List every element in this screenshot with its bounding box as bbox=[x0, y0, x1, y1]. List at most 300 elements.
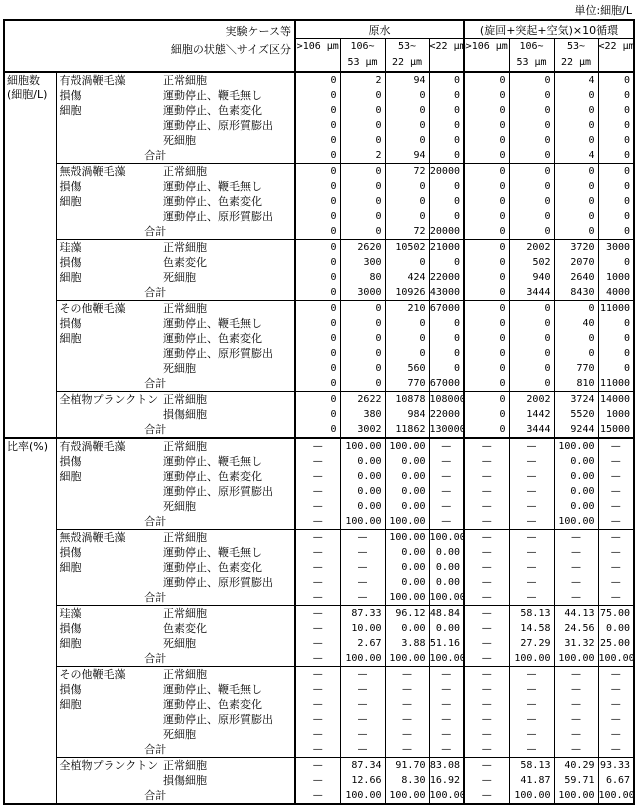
value-cell: 100.00 bbox=[385, 651, 429, 667]
value-cell: 100.00 bbox=[340, 514, 385, 530]
state-label: 正常細胞 bbox=[161, 392, 295, 408]
value-cell: — bbox=[385, 667, 429, 683]
value-cell: 0.00 bbox=[385, 469, 429, 484]
value-cell: 0 bbox=[598, 316, 634, 331]
table-row bbox=[4, 270, 634, 285]
state-label: 運動停止、鞭毛無し bbox=[163, 683, 262, 696]
value-cell: 0 bbox=[509, 376, 554, 392]
group-label: 全植物プランクトン bbox=[56, 392, 161, 408]
value-cell: 2620 bbox=[340, 240, 385, 256]
value-cell: 0 bbox=[385, 133, 429, 148]
table-row bbox=[4, 331, 634, 346]
value-cell: — bbox=[598, 712, 634, 727]
value-cell: 3720 bbox=[554, 240, 598, 256]
value-cell: 0 bbox=[385, 88, 429, 103]
table-row bbox=[4, 240, 634, 256]
value-cell: — bbox=[509, 545, 554, 560]
value-cell: 0 bbox=[598, 88, 634, 103]
value-cell: 20000 bbox=[429, 224, 464, 240]
value-cell: — bbox=[295, 621, 340, 636]
table-row bbox=[4, 636, 634, 651]
value-cell: — bbox=[464, 560, 509, 575]
table-row bbox=[4, 133, 634, 148]
value-cell: 770 bbox=[554, 361, 598, 376]
value-cell: 0 bbox=[598, 361, 634, 376]
value-cell: — bbox=[295, 773, 340, 788]
value-cell: 93.33 bbox=[598, 758, 634, 774]
value-cell: 0 bbox=[509, 361, 554, 376]
group-label: 損傷 bbox=[59, 622, 82, 635]
value-cell: 0 bbox=[385, 255, 429, 270]
value-cell: 0 bbox=[429, 346, 464, 361]
value-cell: — bbox=[429, 727, 464, 742]
value-cell: 48.84 bbox=[429, 606, 464, 622]
value-cell: — bbox=[598, 454, 634, 469]
value-cell: — bbox=[464, 667, 509, 683]
value-cell: — bbox=[340, 682, 385, 697]
state-label: 正常細胞 bbox=[161, 606, 295, 622]
value-cell: 0 bbox=[509, 179, 554, 194]
group-label: その他鞭毛藻 bbox=[56, 667, 161, 683]
value-cell: — bbox=[340, 667, 385, 683]
value-cell: — bbox=[429, 712, 464, 727]
header-size-line1: <22 μm bbox=[429, 41, 466, 52]
value-cell: 0.00 bbox=[385, 621, 429, 636]
value-cell: — bbox=[464, 454, 509, 469]
value-cell: 2002 bbox=[509, 392, 554, 408]
table-row bbox=[4, 590, 634, 606]
value-cell: 0 bbox=[598, 103, 634, 118]
value-cell: 0 bbox=[598, 164, 634, 180]
table-row bbox=[4, 103, 634, 118]
total-row-label: 合計 bbox=[144, 515, 167, 528]
value-cell: 0 bbox=[295, 376, 340, 392]
value-cell: — bbox=[429, 682, 464, 697]
value-cell: 72 bbox=[385, 164, 429, 180]
value-cell: — bbox=[295, 545, 340, 560]
value-cell: 0 bbox=[554, 179, 598, 194]
value-cell: 0 bbox=[509, 301, 554, 317]
state-label: 運動停止、原形質膨出 bbox=[163, 119, 273, 132]
table-row bbox=[4, 788, 634, 804]
header-size-line1: >106 μm bbox=[465, 41, 508, 52]
value-cell: 0 bbox=[295, 148, 340, 164]
value-cell: 0 bbox=[554, 331, 598, 346]
value-cell: 4 bbox=[554, 148, 598, 164]
value-cell: 0 bbox=[554, 103, 598, 118]
state-label: 正常細胞 bbox=[161, 164, 295, 180]
table-row bbox=[4, 346, 634, 361]
value-cell: — bbox=[464, 621, 509, 636]
group-label: 損傷 bbox=[59, 546, 82, 559]
table-row bbox=[4, 179, 634, 194]
value-cell: 0 bbox=[429, 194, 464, 209]
value-cell: 0 bbox=[295, 301, 340, 317]
table-row bbox=[4, 727, 634, 742]
value-cell: 0 bbox=[340, 118, 385, 133]
value-cell: 0 bbox=[385, 103, 429, 118]
value-cell: 0 bbox=[598, 148, 634, 164]
value-cell: — bbox=[385, 682, 429, 697]
value-cell: 0.00 bbox=[429, 575, 464, 590]
value-cell: — bbox=[464, 712, 509, 727]
unit-label: 単位:細胞/L bbox=[574, 4, 632, 17]
value-cell: 0 bbox=[340, 88, 385, 103]
value-cell: 24.56 bbox=[554, 621, 598, 636]
section-label: 細胞数 (細胞/L) bbox=[4, 72, 56, 438]
value-cell: 58.13 bbox=[509, 758, 554, 774]
value-cell: 21000 bbox=[429, 240, 464, 256]
value-cell: — bbox=[295, 438, 340, 454]
table-row bbox=[4, 530, 634, 546]
value-cell: 16.92 bbox=[429, 773, 464, 788]
value-cell: 0 bbox=[598, 72, 634, 88]
header-size-line1: 53~ bbox=[566, 41, 586, 52]
table-row bbox=[4, 118, 634, 133]
value-cell: — bbox=[464, 469, 509, 484]
value-cell: 100.00 bbox=[385, 514, 429, 530]
value-cell: 3002 bbox=[340, 422, 385, 438]
value-cell: 0 bbox=[598, 194, 634, 209]
value-cell: 0 bbox=[509, 209, 554, 224]
cell-count-table bbox=[3, 19, 635, 805]
value-cell: 0 bbox=[509, 194, 554, 209]
value-cell: 2070 bbox=[554, 255, 598, 270]
value-cell: — bbox=[598, 469, 634, 484]
value-cell: — bbox=[509, 682, 554, 697]
value-cell: 0 bbox=[554, 118, 598, 133]
value-cell: 210 bbox=[385, 301, 429, 317]
value-cell: 44.13 bbox=[554, 606, 598, 622]
value-cell: 0 bbox=[464, 164, 509, 180]
value-cell: 0 bbox=[340, 133, 385, 148]
value-cell: 0 bbox=[509, 88, 554, 103]
table-row bbox=[4, 301, 634, 317]
value-cell: 0 bbox=[598, 255, 634, 270]
value-cell: 0 bbox=[464, 361, 509, 376]
value-cell: 100.00 bbox=[340, 788, 385, 804]
value-cell: — bbox=[598, 484, 634, 499]
state-label: 運動停止、鞭毛無し bbox=[163, 455, 262, 468]
value-cell: 14000 bbox=[598, 392, 634, 408]
group-label: 損傷 bbox=[59, 683, 82, 696]
header-size-col bbox=[295, 39, 340, 73]
value-cell: — bbox=[598, 667, 634, 683]
value-cell: 0 bbox=[509, 224, 554, 240]
value-cell: 0 bbox=[385, 194, 429, 209]
table-row bbox=[4, 285, 634, 301]
value-cell: 10502 bbox=[385, 240, 429, 256]
value-cell: 0 bbox=[385, 118, 429, 133]
value-cell: — bbox=[464, 484, 509, 499]
value-cell: 0 bbox=[295, 270, 340, 285]
value-cell: 1000 bbox=[598, 407, 634, 422]
group-label: 損傷 bbox=[59, 180, 82, 193]
table-row bbox=[4, 682, 634, 697]
table-row bbox=[4, 575, 634, 590]
value-cell: 59.71 bbox=[554, 773, 598, 788]
group-label bbox=[56, 133, 161, 148]
value-cell: 1000 bbox=[598, 270, 634, 285]
value-cell: 0 bbox=[598, 133, 634, 148]
value-cell: 27.29 bbox=[509, 636, 554, 651]
value-cell: 0 bbox=[295, 194, 340, 209]
value-cell: 3444 bbox=[509, 285, 554, 301]
value-cell: — bbox=[464, 545, 509, 560]
state-label: 損傷細胞 bbox=[163, 408, 207, 421]
value-cell: — bbox=[509, 667, 554, 683]
value-cell: 810 bbox=[554, 376, 598, 392]
value-cell: 0 bbox=[385, 346, 429, 361]
value-cell: 58.13 bbox=[509, 606, 554, 622]
value-cell: 94 bbox=[385, 148, 429, 164]
value-cell: 31.32 bbox=[554, 636, 598, 651]
value-cell: 75.00 bbox=[598, 606, 634, 622]
value-cell: 0.00 bbox=[385, 575, 429, 590]
value-cell: 10.00 bbox=[340, 621, 385, 636]
value-cell: 0 bbox=[429, 103, 464, 118]
value-cell: 0 bbox=[295, 179, 340, 194]
group-label: 細胞 bbox=[59, 104, 82, 117]
value-cell: 100.00 bbox=[554, 514, 598, 530]
value-cell: 0 bbox=[464, 209, 509, 224]
value-cell: — bbox=[464, 606, 509, 622]
header-size-col bbox=[554, 39, 598, 73]
value-cell: — bbox=[554, 697, 598, 712]
value-cell: 560 bbox=[385, 361, 429, 376]
value-cell: 0.00 bbox=[429, 560, 464, 575]
group-label: 損傷 bbox=[59, 256, 82, 269]
value-cell: 0 bbox=[295, 346, 340, 361]
value-cell: — bbox=[295, 514, 340, 530]
group-label: 細胞 bbox=[59, 470, 82, 483]
value-cell: — bbox=[554, 560, 598, 575]
value-cell: 0 bbox=[429, 331, 464, 346]
value-cell: 0 bbox=[385, 331, 429, 346]
table-row bbox=[4, 392, 634, 408]
value-cell: — bbox=[464, 514, 509, 530]
value-cell: — bbox=[340, 590, 385, 606]
value-cell: — bbox=[295, 758, 340, 774]
value-cell: 0 bbox=[554, 346, 598, 361]
value-cell: — bbox=[464, 590, 509, 606]
value-cell: 10878 bbox=[385, 392, 429, 408]
value-cell: 0 bbox=[598, 209, 634, 224]
table-row bbox=[4, 209, 634, 224]
value-cell: 2 bbox=[340, 148, 385, 164]
value-cell: 0 bbox=[295, 164, 340, 180]
value-cell: 0 bbox=[340, 224, 385, 240]
value-cell: 0 bbox=[509, 331, 554, 346]
table-row bbox=[4, 514, 634, 530]
value-cell: 0 bbox=[509, 133, 554, 148]
value-cell: 0 bbox=[509, 316, 554, 331]
value-cell: — bbox=[295, 590, 340, 606]
value-cell: 22000 bbox=[429, 270, 464, 285]
value-cell: — bbox=[385, 697, 429, 712]
value-cell: — bbox=[340, 560, 385, 575]
value-cell: 40.29 bbox=[554, 758, 598, 774]
value-cell: 0 bbox=[429, 72, 464, 88]
table-row bbox=[4, 560, 634, 575]
value-cell: 20000 bbox=[429, 164, 464, 180]
value-cell: 0 bbox=[464, 422, 509, 438]
group-label: 珪藻 bbox=[56, 240, 161, 256]
value-cell: — bbox=[509, 499, 554, 514]
value-cell: 8.30 bbox=[385, 773, 429, 788]
state-label: 正常細胞 bbox=[161, 758, 295, 774]
value-cell: 11000 bbox=[598, 376, 634, 392]
value-cell: 0 bbox=[464, 331, 509, 346]
state-label: 死細胞 bbox=[163, 134, 196, 147]
value-cell: — bbox=[464, 773, 509, 788]
value-cell: 9244 bbox=[554, 422, 598, 438]
total-row-label: 合計 bbox=[144, 789, 167, 802]
value-cell: 100.00 bbox=[429, 590, 464, 606]
total-row-label: 合計 bbox=[144, 423, 167, 436]
state-label: 運動停止、原形質膨出 bbox=[163, 485, 273, 498]
value-cell: 0 bbox=[295, 118, 340, 133]
value-cell: — bbox=[295, 469, 340, 484]
header-size-col bbox=[340, 39, 385, 73]
table-body bbox=[4, 72, 634, 804]
table-row bbox=[4, 376, 634, 392]
header-size-col bbox=[429, 39, 464, 73]
value-cell: — bbox=[340, 545, 385, 560]
value-cell: 0.00 bbox=[385, 484, 429, 499]
value-cell: 100.00 bbox=[598, 788, 634, 804]
value-cell: 11862 bbox=[385, 422, 429, 438]
group-label: 珪藻 bbox=[56, 606, 161, 622]
value-cell: 0 bbox=[340, 301, 385, 317]
value-cell: 40 bbox=[554, 316, 598, 331]
value-cell: 100.00 bbox=[554, 438, 598, 454]
value-cell: — bbox=[295, 742, 340, 758]
value-cell: — bbox=[464, 682, 509, 697]
value-cell: — bbox=[385, 742, 429, 758]
value-cell: 96.12 bbox=[385, 606, 429, 622]
value-cell: 0 bbox=[429, 316, 464, 331]
value-cell: — bbox=[340, 727, 385, 742]
value-cell: 984 bbox=[385, 407, 429, 422]
value-cell: 4 bbox=[554, 72, 598, 88]
value-cell: 0 bbox=[554, 194, 598, 209]
value-cell: 0 bbox=[295, 422, 340, 438]
value-cell: — bbox=[598, 697, 634, 712]
value-cell: 0 bbox=[464, 346, 509, 361]
group-label: 有殻渦鞭毛藻 bbox=[56, 438, 161, 454]
value-cell: 3.88 bbox=[385, 636, 429, 651]
total-row-label: 合計 bbox=[144, 286, 167, 299]
value-cell: — bbox=[598, 560, 634, 575]
state-label: 運動停止、鞭毛無し bbox=[163, 317, 262, 330]
value-cell: — bbox=[509, 484, 554, 499]
value-cell: — bbox=[598, 499, 634, 514]
header-size-line2: 53 μm bbox=[347, 57, 378, 68]
value-cell: 0 bbox=[295, 316, 340, 331]
value-cell: 0.00 bbox=[598, 621, 634, 636]
header-size-line1: 53~ bbox=[397, 41, 417, 52]
value-cell: 15000 bbox=[598, 422, 634, 438]
header-size-line1: 106~ bbox=[519, 41, 544, 52]
value-cell: 0 bbox=[509, 118, 554, 133]
table-row bbox=[4, 606, 634, 622]
header-size-line1: <22 μm bbox=[598, 41, 635, 52]
table-row bbox=[4, 224, 634, 240]
value-cell: — bbox=[429, 454, 464, 469]
value-cell: 0 bbox=[554, 164, 598, 180]
value-cell: 0.00 bbox=[429, 621, 464, 636]
value-cell: 0 bbox=[295, 103, 340, 118]
table-row bbox=[4, 438, 634, 454]
value-cell: 0.00 bbox=[340, 484, 385, 499]
value-cell: — bbox=[429, 438, 464, 454]
value-cell: — bbox=[464, 788, 509, 804]
table-row bbox=[4, 194, 634, 209]
value-cell: — bbox=[295, 727, 340, 742]
header-size-line2: 22 μm bbox=[391, 57, 423, 68]
table-row bbox=[4, 742, 634, 758]
state-label: 運動停止、原形質膨出 bbox=[163, 210, 273, 223]
value-cell: — bbox=[509, 590, 554, 606]
state-label: 運動停止、原形質膨出 bbox=[163, 576, 273, 589]
value-cell: 0 bbox=[464, 224, 509, 240]
header-case-circulated: (旋回+突起+空気)×10循環 bbox=[464, 20, 634, 39]
value-cell: — bbox=[295, 667, 340, 683]
value-cell: — bbox=[509, 742, 554, 758]
value-cell: 0 bbox=[464, 407, 509, 422]
value-cell: — bbox=[295, 788, 340, 804]
value-cell: 0 bbox=[340, 209, 385, 224]
value-cell: 0 bbox=[554, 209, 598, 224]
value-cell: — bbox=[295, 575, 340, 590]
value-cell: — bbox=[464, 758, 509, 774]
value-cell: 0 bbox=[464, 118, 509, 133]
total-row-label: 合計 bbox=[144, 377, 167, 390]
value-cell: 0 bbox=[340, 346, 385, 361]
state-label: 運動停止、色素変化 bbox=[163, 104, 262, 117]
value-cell: 108000 bbox=[429, 392, 464, 408]
value-cell: 0.00 bbox=[340, 454, 385, 469]
value-cell: — bbox=[509, 469, 554, 484]
value-cell: 0 bbox=[385, 316, 429, 331]
table-row bbox=[4, 255, 634, 270]
state-label: 正常細胞 bbox=[161, 667, 295, 683]
value-cell: — bbox=[340, 712, 385, 727]
value-cell: — bbox=[295, 454, 340, 469]
group-label bbox=[56, 575, 161, 590]
value-cell: 11000 bbox=[598, 301, 634, 317]
value-cell: — bbox=[464, 742, 509, 758]
value-cell: 10926 bbox=[385, 285, 429, 301]
group-label: 無殻渦鞭毛藻 bbox=[56, 530, 161, 546]
value-cell: — bbox=[340, 742, 385, 758]
value-cell: — bbox=[598, 682, 634, 697]
value-cell: 3444 bbox=[509, 422, 554, 438]
value-cell: 87.34 bbox=[340, 758, 385, 774]
value-cell: — bbox=[429, 742, 464, 758]
value-cell: — bbox=[598, 590, 634, 606]
state-label: 運動停止、原形質膨出 bbox=[163, 347, 273, 360]
group-label: 細胞 bbox=[59, 195, 82, 208]
value-cell: — bbox=[554, 575, 598, 590]
group-label: 細胞 bbox=[59, 637, 82, 650]
value-cell: 0 bbox=[385, 209, 429, 224]
group-label: 無殻渦鞭毛藻 bbox=[56, 164, 161, 180]
value-cell: 0 bbox=[464, 392, 509, 408]
value-cell: — bbox=[554, 545, 598, 560]
value-cell: 0 bbox=[464, 285, 509, 301]
